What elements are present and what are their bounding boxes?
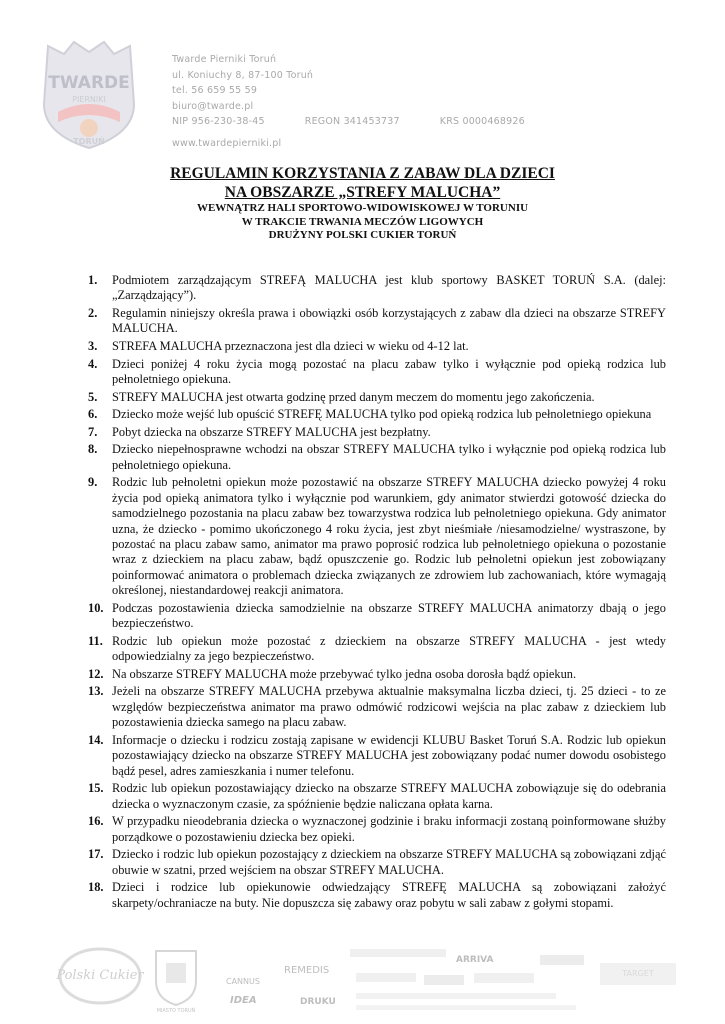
rule-item bbox=[88, 442, 666, 473]
rule-number: 14. bbox=[88, 732, 104, 747]
rule-number: 5. bbox=[88, 389, 98, 404]
rule-item bbox=[88, 339, 666, 354]
sponsor-target: TARGET bbox=[600, 963, 676, 985]
org-krs: KRS 0000468926 bbox=[439, 116, 525, 127]
letterhead bbox=[172, 52, 525, 151]
rule-number: 6. bbox=[88, 407, 98, 422]
rule-text: Dzieci i rodzice lub opiekunowie odwiedzający STREFĘ MALUCHA są zobowiązani założyć skarpety/ochraniacze na buty. Nie dopuszcza się zabawy oraz pobytu w sali zabaw z gołymi stopami. bbox=[112, 880, 666, 910]
rule-text: Rodzic lub pełnoletni opiekun może pozostawić na obszarze STREFY MALUCHA dziecko powyżej 4 roku życia pod opieką animatora tylko i wyłącznie pod warunkiem, gdy animator stwierdzi gotowość dziecka do samodzielnego pozostania na placu zabaw bez towarzystwa rodzica lub pełnoletniego opiekuna. Gdy animator uzna, że dziecko - pomimo ukończonego 4 roku życia, jest zbyt nieśmiałe /niesamodzielne/ wystraszone, by pozostać na placu zabaw samo, animator ma prawo poprosić rodzica lub pełnoletniego opiekuna o pozostanie wraz z dzieckiem na placu zabaw, bądź opuszczenie go. Rodzic lub pełnoletni opiekun jest zobowiązany poinformować animatora o problemach dziecka związanych ze zdrowiem lub zachowaniach, które wymagają określonej, niestandardowej reakcji animatora. bbox=[112, 475, 666, 598]
club-logo bbox=[34, 34, 144, 152]
rule-number: 12. bbox=[88, 666, 104, 681]
rule-item bbox=[88, 475, 666, 598]
city-label: MIASTO TORUŃ bbox=[156, 1008, 196, 1013]
sponsor-logo-placeholder bbox=[540, 955, 584, 965]
sponsor-logo-placeholder bbox=[356, 993, 556, 999]
sponsor-arriva: ARRIVA bbox=[456, 955, 494, 965]
polski-cukier-logo bbox=[56, 945, 144, 1007]
rule-text: Dziecko niepełnosprawne wchodzi na obszar STREFY MALUCHA tylko i wyłącznie pod opieką rodzica lub pełnoletniego opiekuna. bbox=[112, 442, 666, 472]
logo-text-top: TWARDE bbox=[48, 73, 130, 93]
rule-item bbox=[88, 684, 666, 730]
org-name: Twarde Pierniki Toruń bbox=[172, 54, 277, 65]
subtitle-line-1: WEWNĄTRZ HALI SPORTOWO-WIDOWISKOWEJ W TORUNIU bbox=[196, 202, 529, 214]
rule-number: 17. bbox=[88, 847, 104, 862]
rule-text: Informacje o dziecku i rodzicu zostają zapisane w ewidencji KLUBU Basket Toruń S.A. Rodzic lub opiekun pozostawiający dziecko na obszarze STREFY MALUCHA jest zobowiązany podać numer dowodu osobistego bądź pesel, adres zamieszkania i numer telefonu. bbox=[112, 732, 666, 778]
rule-text: Rodzic lub opiekun może pozostać z dzieckiem na obszarze STREFY MALUCHA - jest wtedy odpowiedzialny za jego bezpieczeństwo. bbox=[112, 633, 666, 664]
rule-number: 3. bbox=[88, 339, 98, 353]
rule-item bbox=[88, 390, 666, 405]
rule-text: Dziecko może wejść lub opuścić STREFĘ MALUCHA tylko pod opieką rodzica lub pełnoletniego opiekuna bbox=[112, 407, 652, 422]
rule-item bbox=[88, 357, 666, 388]
main-sponsor-name: Polski Cukier bbox=[56, 968, 144, 983]
rule-text: Dzieci poniżej 4 roku życia mogą pozostać na placu zabaw tylko i wyłącznie pod opieką rodzica lub pełnoletniego opiekuna. bbox=[112, 356, 666, 386]
org-regon: REGON 341453737 bbox=[304, 116, 400, 127]
rule-number: 8. bbox=[88, 442, 98, 457]
org-website: www.twardepierniki.pl bbox=[172, 137, 282, 149]
rule-text: Jeżeli na obszarze STREFY MALUCHA przebywa aktualnie maksymalna liczba dzieci, tj. 25 dzieci - to ze względów bezpieczeństwa animator ma prawo odmówić rodzicowi wejścia na plac zabaw z dzieckiem lub pozostawienia dziecka samego na placu zabaw. bbox=[112, 684, 666, 730]
rule-item bbox=[88, 667, 666, 682]
rule-item bbox=[88, 306, 666, 337]
rule-number: 16. bbox=[88, 814, 104, 829]
rule-item bbox=[88, 781, 666, 812]
rule-number: 18. bbox=[88, 880, 104, 895]
rules-list bbox=[88, 273, 666, 913]
rule-number: 7. bbox=[88, 424, 98, 439]
rule-number: 4. bbox=[88, 356, 98, 371]
rule-text: Rodzic lub opiekun pozostawiający dziecko na obszarze STREFY MALUCHA zobowiązuje się do odebrania dziecka o wyznaczonym czasie, za spóźnienie będzie naliczana opłata karna. bbox=[112, 781, 666, 811]
title-line-2: NA OBSZARZE „STREFY MALUCHA” bbox=[224, 184, 501, 201]
rule-item bbox=[88, 847, 666, 878]
city-crest-icon bbox=[150, 945, 202, 1013]
sponsor-logo-placeholder bbox=[356, 973, 416, 982]
logo-text-mid: PIERNIKI bbox=[72, 95, 106, 104]
rule-number: 13. bbox=[88, 684, 104, 699]
rule-text: Regulamin niniejszy określa prawa i obowiązki osób korzystających z zabaw dla dzieci na obszarze STREFY MALUCHA. bbox=[112, 306, 666, 336]
rule-item bbox=[88, 273, 666, 304]
sponsor-cannus: CANNUS bbox=[226, 977, 260, 986]
sponsor-logo-placeholder bbox=[474, 973, 534, 983]
rule-text: W przypadku nieodebrania dziecka o wyznaczonej godzinie i braku informacji zostaną poinformowane służby porządkowe o pozostawieniu dziecka bez opieki. bbox=[112, 814, 666, 844]
rule-item bbox=[88, 814, 666, 845]
rule-number: 1. bbox=[88, 273, 98, 287]
rule-text: Pobyt dziecka na obszarze STREFY MALUCHA jest bezpłatny. bbox=[112, 424, 431, 439]
rule-text: STREFY MALUCHA jest otwarta godzinę przed danym meczem do momentu jego zakończenia. bbox=[112, 389, 595, 404]
sponsor-remedis: REMEDIS bbox=[284, 965, 330, 976]
rule-number: 9. bbox=[88, 475, 98, 490]
org-nip: NIP 956-230-38-45 bbox=[172, 116, 265, 127]
org-phone: tel. 56 659 55 59 bbox=[172, 85, 258, 96]
rule-item bbox=[88, 880, 666, 911]
logo-text-bottom: TORUŃ bbox=[73, 137, 105, 146]
sponsor-logo-placeholder bbox=[356, 1005, 576, 1010]
org-address: ul. Koniuchy 8, 87-100 Toruń bbox=[172, 69, 314, 81]
rule-item bbox=[88, 733, 666, 779]
org-email: biuro@twarde.pl bbox=[172, 100, 254, 112]
sponsor-druku: DRUKU bbox=[300, 997, 336, 1007]
org-registry bbox=[172, 114, 525, 130]
rule-item bbox=[88, 601, 666, 632]
sponsor-logo-placeholder bbox=[424, 975, 464, 985]
rule-text: Podmiotem zarządzającym STREFĄ MALUCHA jest klub sportowy BASKET TORUŃ S.A. (dalej: „Zarządzający”). bbox=[112, 273, 666, 303]
rule-number: 2. bbox=[88, 306, 98, 320]
rule-text: STREFA MALUCHA przeznaczona jest dla dzieci w wieku od 4-12 lat. bbox=[112, 339, 469, 353]
subtitle-line-3: DRUŻYNY POLSKI CUKIER TORUŃ bbox=[268, 229, 457, 241]
rule-text: Dziecko i rodzic lub opiekun pozostający z dzieckiem na obszarze STREFY MALUCHA są zobowiązani zdjąć obuwie w szatni, przed wejściem na obszar STREFY MALUCHA. bbox=[112, 847, 666, 877]
rule-number: 15. bbox=[88, 781, 104, 796]
rule-item bbox=[88, 407, 666, 422]
title-line-1: REGULAMIN KORZYSTANIA Z ZABAW DLA DZIECI bbox=[170, 165, 555, 182]
subtitle-line-2: W TRAKCIE TRWANIA MECZÓW LIGOWYCH bbox=[241, 215, 484, 228]
rule-item bbox=[88, 425, 666, 440]
rule-item bbox=[88, 634, 666, 665]
document-title bbox=[0, 164, 725, 243]
rule-number: 11. bbox=[88, 633, 103, 648]
sponsor-footer bbox=[0, 935, 725, 1024]
sponsor-idea: IDEA bbox=[230, 995, 257, 1006]
rule-text: Na obszarze STREFY MALUCHA może przebywać tylko jedna osoba dorosła bądź opiekun. bbox=[112, 666, 577, 681]
rule-number: 10. bbox=[88, 600, 104, 615]
sponsor-logo-placeholder bbox=[350, 949, 446, 957]
rule-text: Podczas pozostawienia dziecka samodzielnie na obszarze STREFY MALUCHA animatorzy dbają o jego bezpieczeństwo. bbox=[112, 600, 666, 631]
